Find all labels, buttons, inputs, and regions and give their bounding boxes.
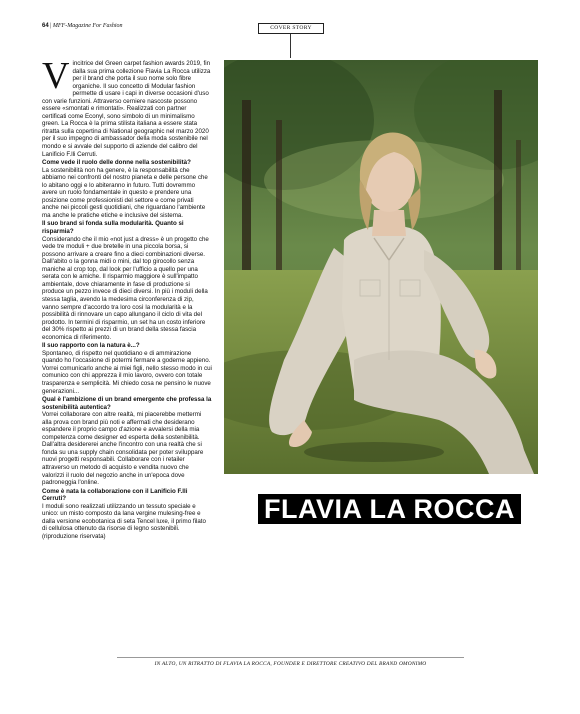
article-column: [42, 55, 212, 540]
cover-name-title: FLAVIA LA ROCCA: [258, 494, 521, 524]
page-number: 64: [42, 23, 49, 29]
page-folio: [42, 23, 123, 29]
intro-text: incitrice del Green carpet fashion awards 2019, fin dalla sua prima collezione Flavia La Rocca utilizza per il brand che porta il suo nome solo fibre organiche. Il suo concetto di Modular fashion permette di usare i capi in diverse occasioni d'uso con varie funzioni. Attraverso cerniere nascoste possono essere «smontati e rimontati». Realizzati con partner certificati come Econyl, sono simbolo di un minimalismo green. La Rocca è la prima stilista italiana a essere stata ritratta sulla copertina di National geographic nel marzo 2020 per il suo impegno di ambassador della moda sostenibile nel mondo e si avvale del supporto di aziende del calibro del Lanificio F.lli Cerruti.: [42, 60, 211, 158]
drop-cap: V: [42, 55, 70, 97]
answer-5: I moduli sono realizzati utilizzando un tessuto speciale e unico: un misto composto da lana vergine mulesing-free e dalla versione ecobotanica di seta Tencel luxe, il primo filato di cellulosa ottenuto da risorse di legno sostenibili. (riproduzione riservata): [42, 502, 206, 540]
question-2: Il suo brand si fonda sulla modularità. Quanto si risparmia?: [42, 220, 184, 236]
question-1: Come vede il ruolo delle donne nella sostenibilità?: [42, 159, 191, 167]
answer-4: Vorrei collaborare con altre realtà, mi piacerebbe mettermi alla prova con brand più noti e affermati che desiderano espandere il proprio campo d'azione e avvalersi della mia competenza come designer ed esperta della sostenibilità. Dall'altra desidererei anche l'incontro con una realtà che si fonda su una supply chain consolidata per poter sviluppare nuovi progetti responsabili. Collaborare con i retailer attraverso un metodo di acquisto e vendita nuovo che valorizzi il ruolo del negozio anche in un'epoca dove padroneggia l'online.: [42, 411, 204, 487]
portrait-illustration: [224, 60, 538, 474]
section-tag: COVER STORY: [258, 23, 324, 34]
section-tag-line: [290, 34, 291, 58]
caption-rule: [117, 657, 464, 658]
answer-1: La sostenibilità non ha genere, è la responsabilità che abbiamo nei confronti del nostro pianeta e delle persone che lo abitano oggi e lo abiteranno in futuro. Tutti dovremmo avere un ruolo fondamentale in questo e prendere una posizione come professionisti del settore e come privati anche nei piccoli gesti quotidiani, che riguardano l'ambiente ma anche le pratiche etiche e inclusive del sistema.: [42, 166, 208, 219]
photo-caption: IN ALTO, UN RITRATTO DI FLAVIA LA ROCCA, FOUNDER E DIRETTORE CREATIVO DEL BRAND OMONIMO: [154, 661, 427, 667]
question-3: Il suo rapporto con la natura è...?: [42, 342, 140, 350]
folio-separator: |: [50, 23, 52, 29]
magazine-name: MFF-Magazine For Fashion: [52, 23, 123, 29]
answer-3: Spontaneo, di rispetto nel quotidiano e di ammirazione quando ho l'occasione di potermi fermare a goderne appieno. Vorrei comunicarlo anche ai miei figli, nello stesso modo in cui comunico con chi apprezza il mio lavoro, ovvero con totale trasparenza e semplicità. Mi chiedo cosa ne pensino le nuove generazioni...: [42, 349, 212, 395]
intro-paragraph: [42, 55, 212, 158]
question-5: Come è nata la collaborazione con il Lanificio F.lli Cerruti?: [42, 487, 188, 503]
cover-portrait-photo: [224, 60, 538, 474]
answer-2: Considerando che il mio «not just a dress» è un progetto che vede tre moduli + due bretelle in una piccola borsa, si possono arrivare a creare fino a dieci combinazioni diverse. Dall'abito o la gonna midi o mini, dal top girocollo senza maniche al crop top, dal look per l'ufficio a quello per una serata con le amiche. Il risparmio maggiore è sull'impatto ambientale, dove chiaramente in fase di produzione si produce un pezzo invece di dieci diversi. In più i moduli della stessa taglia, avendo la medesima circonferenza di zip, vanno sempre d'accordo tra loro così la modularità e la possibilità di rinnovare un capo allungano il ciclo di vita del prodotto. In termini di risparmio, un set ha un costo inferiore del 30% rispetto ai prezzi di un brand della stessa fascia economica di riferimento.: [42, 235, 209, 341]
question-4: Qual è l'ambizione di un brand emergente che professa la sostenibilità autentica?: [42, 396, 212, 411]
